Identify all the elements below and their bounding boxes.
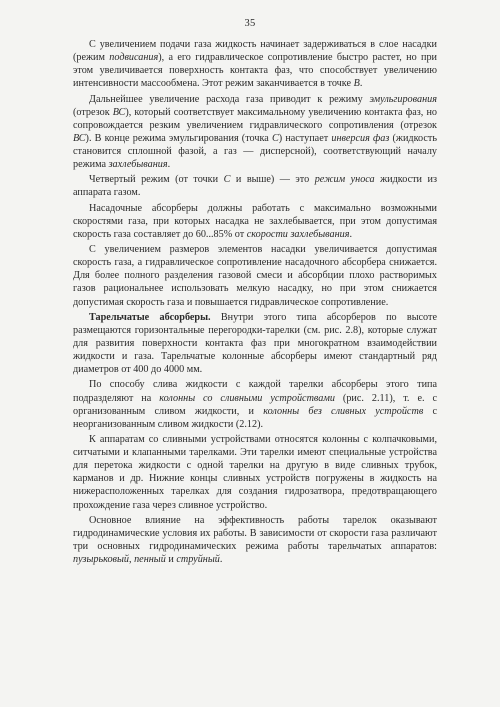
text-run: .	[167, 159, 171, 171]
italic-term: колонны без сливных устройств	[263, 405, 424, 417]
paragraph	[73, 202, 437, 241]
text-run: и	[165, 554, 177, 566]
paragraph	[73, 378, 437, 430]
italic-term: скорости захлебывания	[246, 228, 350, 240]
text-run: К аппаратам со сливными устройствами относятся колонны с колпачковыми, ситчатыми и клапанными тарелками. Эти тарелки имеют специальные устройства для перетока жидкости с одной тарелки на другую в виде сливных трубок, карманов и др. Нижние концы сливных устройств погружены в жидкость на нижерасположенных тарелках для создания гидрозатвора, предотвращающего прохождение газа через сливное устройство.	[73, 434, 437, 511]
text-run: .	[349, 228, 353, 240]
page-number: 35	[244, 18, 256, 29]
text-run: ) наступает	[278, 132, 332, 144]
text-run: С увеличением подачи газа жидкость начинает задерживаться в слое насадки (режим	[73, 39, 437, 64]
italic-term: захлебывания	[108, 159, 168, 171]
text-run: и выше) — это	[230, 174, 315, 186]
text-run: ,	[128, 554, 135, 566]
italic-term: колонны со сливными устройствами	[159, 392, 335, 404]
italic-term: режим уноса	[314, 174, 375, 186]
text-run: (отрезок	[73, 106, 113, 118]
text-run: .	[219, 554, 223, 566]
text-run: Основное влияние на эффективность работы тарелок оказывают гидродинамические условия их работы. В зависимости от скорости газа различают три основных гидродинамических режима работы тарельчатых аппаратов:	[73, 514, 437, 552]
bold-heading: Тарельчатые абсорберы.	[89, 311, 211, 323]
italic-term: ВС	[73, 132, 86, 144]
text-run: жидкости из аппарата газом.	[73, 174, 437, 199]
italic-term: подвисания	[109, 52, 159, 64]
paragraph	[73, 173, 437, 199]
paragraph	[73, 38, 437, 90]
paragraph	[73, 311, 437, 376]
text-run: .	[359, 78, 363, 90]
italic-term: пузырьковый	[73, 554, 129, 566]
text-body	[73, 38, 437, 568]
paragraph	[73, 243, 437, 308]
paragraph	[73, 514, 437, 566]
text-run: Четвертый режим (от точки	[89, 174, 224, 186]
text-run: По способу слива жидкости с каждой тарелки абсорберы этого типа подразделяют на	[73, 379, 437, 404]
text-run: ). В конце режима эмульгирования (точка	[85, 132, 272, 144]
text-run: С увеличением размеров элементов насадки увеличивается допустимая скорость газа, а гидравлическое сопротивление насадочного абсорбера снижается. Для более полного разделения газовой смеси и абсорбции плохо растворимых газов рациональнее использовать мелкую насадку, но при этом снижается допустимая скорость газа и повышается гидравлическое сопротивление.	[73, 244, 437, 308]
italic-term: С	[271, 132, 279, 144]
italic-term: В	[353, 78, 360, 90]
text-run: ), который соответствует максимальному увеличению контакта фаз, но сопровождается резким увеличением гидравлического сопротивления (отрезок	[73, 106, 437, 131]
text-run: с неорганизованным сливом жидкости (2.12).	[73, 405, 438, 430]
italic-term: пенный	[134, 554, 166, 566]
italic-term: инверсия фаз	[331, 132, 390, 144]
paragraph	[73, 433, 437, 512]
paragraph	[73, 93, 437, 172]
italic-term: эмульгирования	[369, 93, 437, 105]
text-run: ), а его гидравлическое сопротивление быстро растет, но при этом увеличивается поверхность контакта фаз, что способствует увеличению интенсивности массообмена. Этот режим заканчивается в точке	[73, 52, 437, 90]
text-run: Внутри этого типа абсорберов по высоте размещаются горизонтальные перегородки-тарелки (см. рис. 2.8), которые служат для развития поверхности контакта фаз при многократном взаимодействии жидкости и газа. Тарельчатые колонные абсорберы имеют стандартный ряд диаметров от 400 до 4000 мм.	[73, 311, 437, 376]
italic-term: ВС	[112, 106, 126, 118]
text-run: (жидкость становится сплошной фазой, а газ — дисперсной), соответствующий началу режима	[73, 132, 437, 171]
text-run: Дальнейшее увеличение расхода газа приводит к режиму	[89, 93, 370, 105]
text-run: Насадочные абсорберы должны работать с максимально возможными скоростями газа, при которых насадка не захлебывается, при этом допустимая скорость газа составляет до 60...85% от	[73, 202, 437, 240]
italic-term: струйный	[176, 554, 220, 566]
text-run: (рис. 2.11), т. е. с организованным сливом жидкости, и	[73, 392, 437, 417]
italic-term: С	[223, 174, 231, 186]
